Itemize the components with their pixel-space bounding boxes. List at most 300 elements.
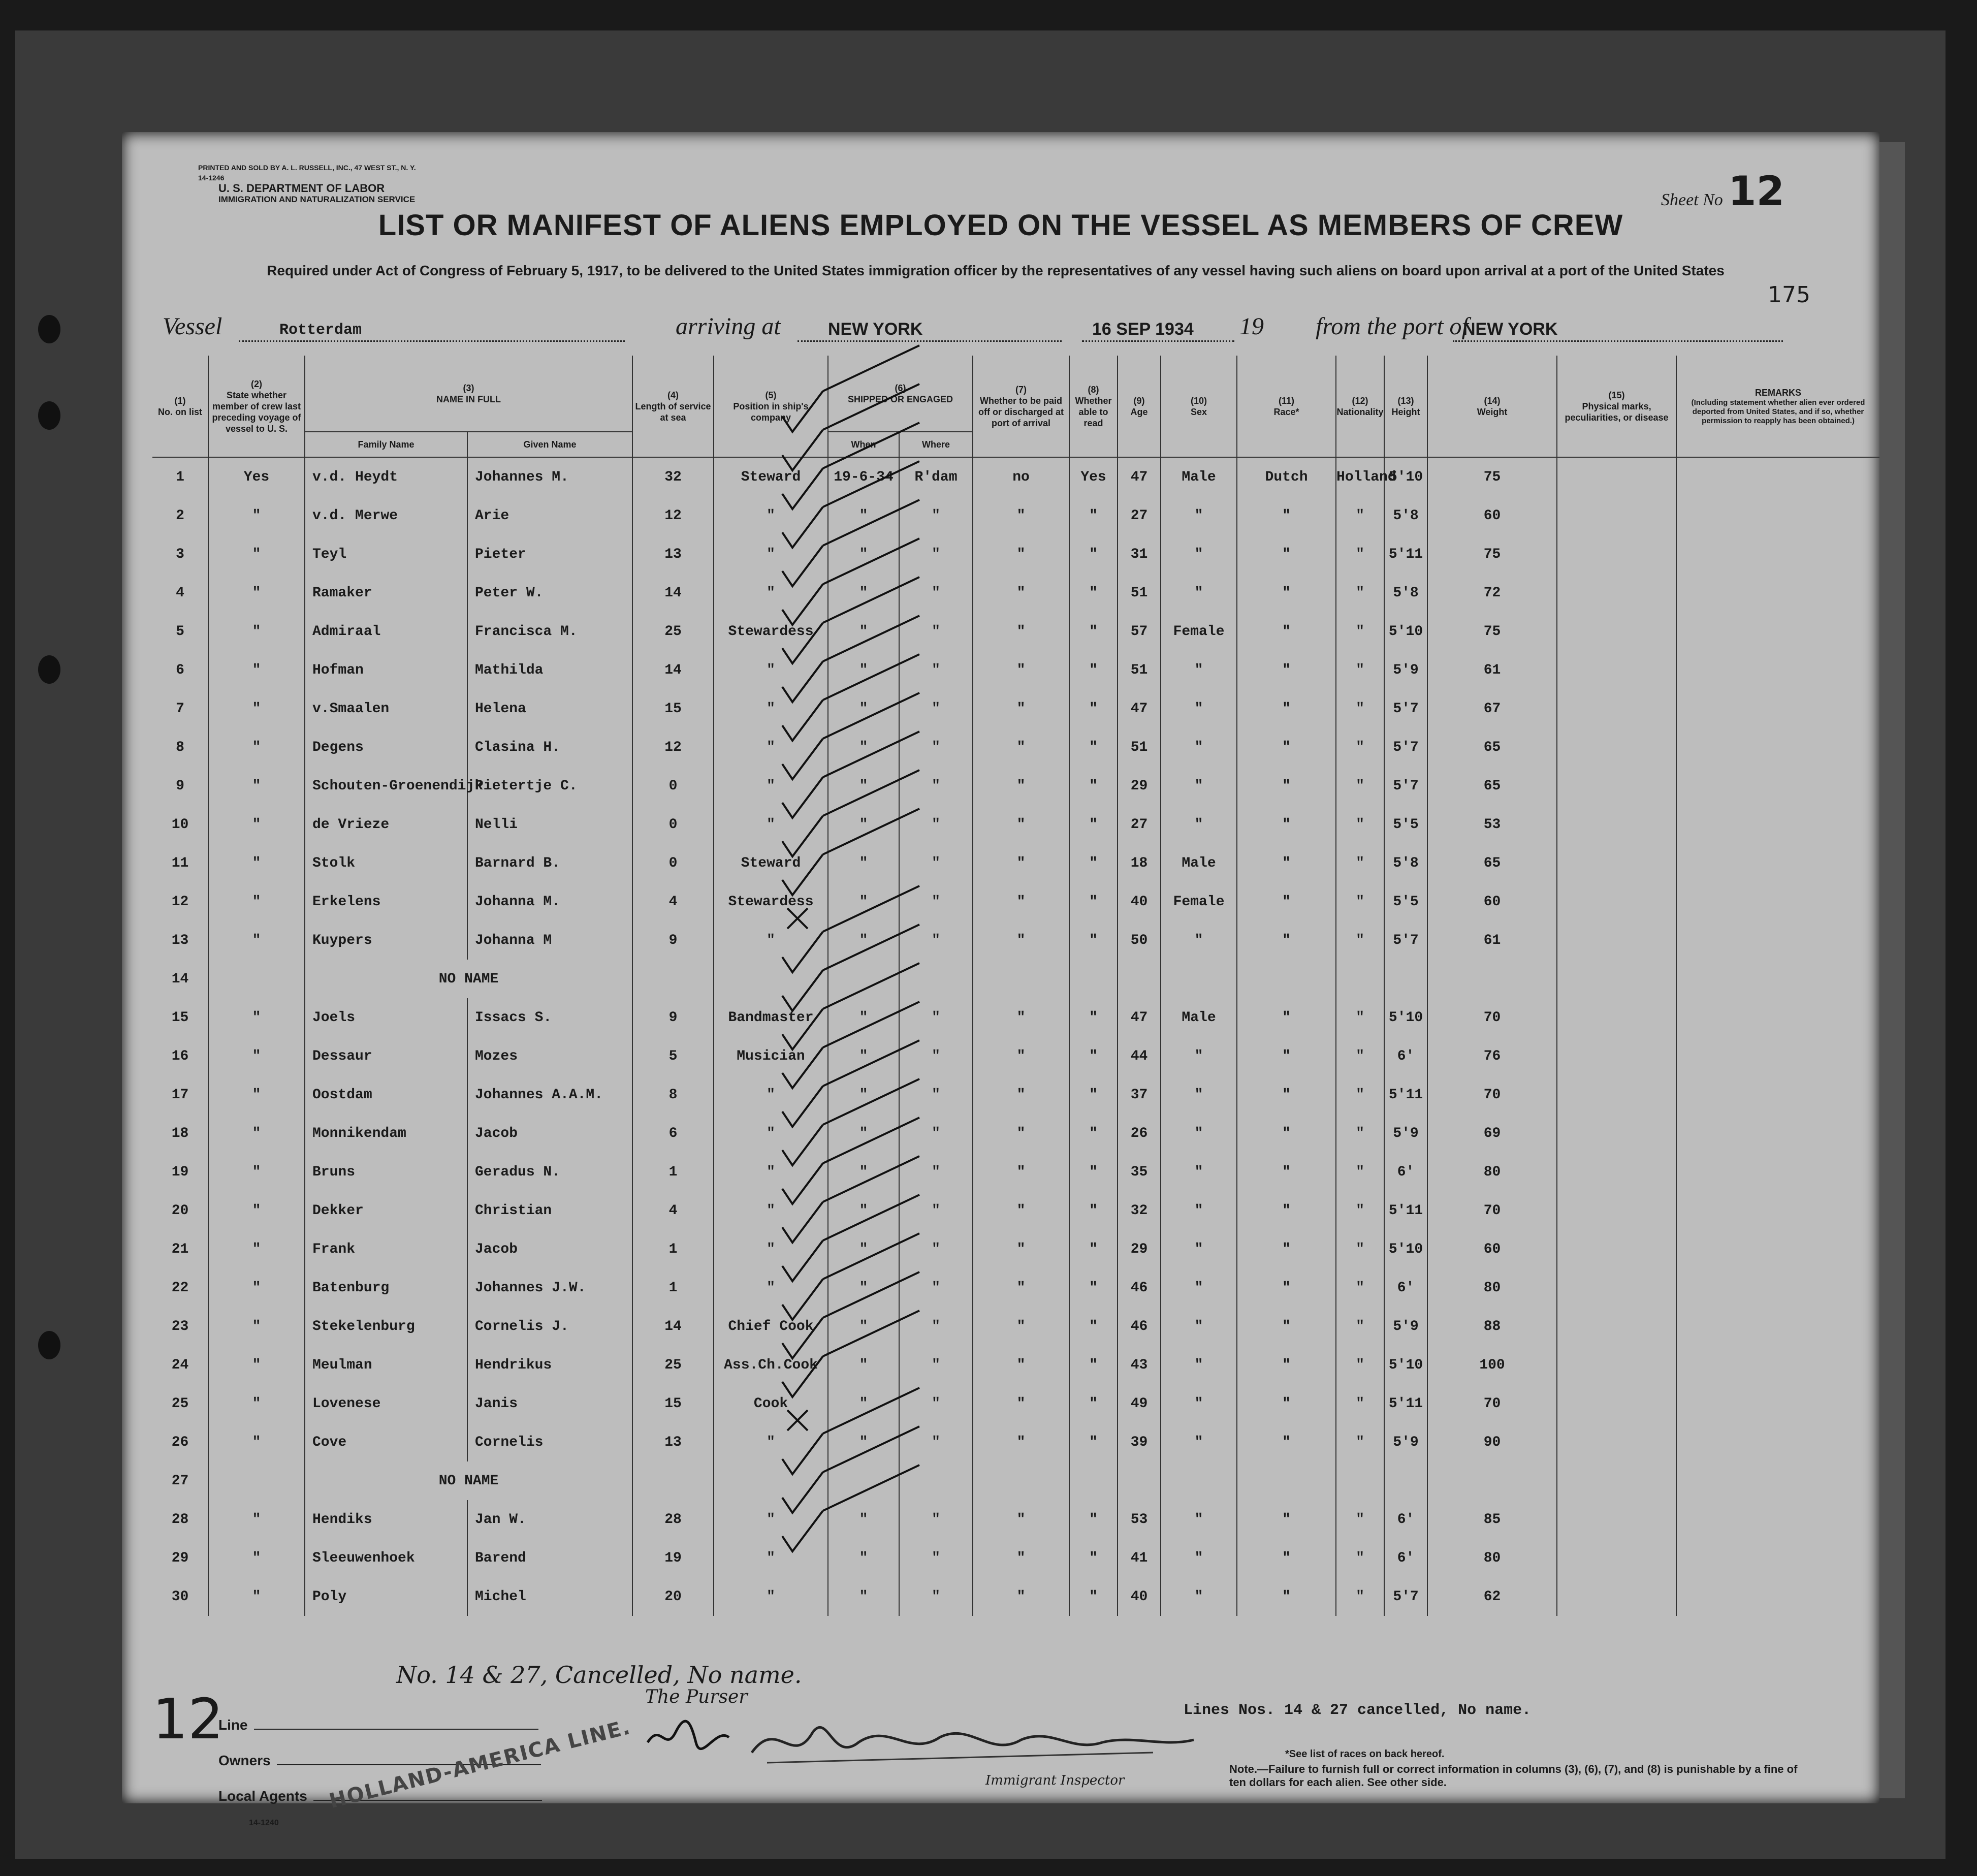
cell-paid: no — [973, 457, 1069, 496]
cell-sex: " — [1161, 921, 1237, 960]
cell-race: " — [1237, 1037, 1336, 1075]
cell-family: Schouten-Groenendijk — [305, 767, 467, 805]
cell-remarks — [1676, 1423, 1879, 1461]
cell-physical — [1557, 457, 1676, 496]
cell-position: Chief Cook — [714, 1307, 828, 1346]
cell-where: " — [899, 1075, 973, 1114]
cell-age: 29 — [1118, 767, 1161, 805]
cell-age: 47 — [1118, 689, 1161, 728]
cell-physical — [1557, 728, 1676, 767]
cell-nat: " — [1336, 882, 1384, 921]
from-port: NEW YORK — [1463, 320, 1558, 339]
cell-read: " — [1069, 1230, 1118, 1268]
checkmark-column — [655, 386, 940, 1687]
cell-paid: " — [973, 921, 1069, 960]
cell-prev: " — [208, 1423, 305, 1461]
check-mark — [782, 770, 919, 856]
cell-service: 4 — [632, 1191, 714, 1230]
cell-age — [1118, 1461, 1161, 1500]
cell-read: " — [1069, 882, 1118, 921]
cell-paid: " — [973, 998, 1069, 1037]
cell-race: " — [1237, 1307, 1336, 1346]
cell-service: 0 — [632, 767, 714, 805]
cell-where: " — [899, 1268, 973, 1307]
table-row — [152, 1153, 1879, 1191]
cell-height: 5'9 — [1384, 651, 1427, 689]
cell-prev: " — [208, 1075, 305, 1114]
cell-position: " — [714, 496, 828, 535]
table-row — [152, 457, 1879, 496]
cell-given: Mathilda — [467, 651, 632, 689]
cell-physical — [1557, 882, 1676, 921]
cell-read: " — [1069, 1539, 1118, 1577]
check-mark — [782, 1156, 919, 1243]
cell-read: " — [1069, 844, 1118, 882]
cell-height: 5'7 — [1384, 1577, 1427, 1616]
check-mark — [787, 1410, 808, 1430]
vessel-dotline — [239, 340, 625, 342]
cell-when: " — [828, 1423, 899, 1461]
table-row — [152, 805, 1879, 844]
cell-no: 14 — [171, 971, 189, 987]
cell-read: " — [1069, 689, 1118, 728]
cell-read: " — [1069, 998, 1118, 1037]
cell-family: de Vrieze — [305, 805, 467, 844]
cell-age: 39 — [1118, 1423, 1161, 1461]
cell-height — [1384, 960, 1427, 998]
col-race: (11) Race* — [1237, 356, 1336, 457]
cell-physical — [1557, 496, 1676, 535]
cell-paid: " — [973, 882, 1069, 921]
cell-position: Steward — [714, 844, 828, 882]
punch-hole — [38, 401, 60, 430]
cell-prev: " — [208, 1307, 305, 1346]
cell-physical — [1557, 844, 1676, 882]
cell-paid: " — [973, 1500, 1069, 1539]
margin-sheet-number: 12 — [152, 1687, 224, 1752]
cell-race — [1237, 960, 1336, 998]
cell-where: " — [899, 689, 973, 728]
cell-no: 12 — [171, 894, 189, 910]
cell-nat: " — [1336, 574, 1384, 612]
cell-weight: 61 — [1427, 651, 1557, 689]
cell-race: Dutch — [1237, 457, 1336, 496]
cell-when: " — [828, 651, 899, 689]
cell-family: NO NAME — [305, 960, 632, 998]
cell-race: " — [1237, 1500, 1336, 1539]
cell-read: " — [1069, 1307, 1118, 1346]
cell-sex — [1161, 1461, 1237, 1500]
cell-prev: " — [208, 1114, 305, 1153]
cell-race: " — [1237, 612, 1336, 651]
cell-age: 41 — [1118, 1539, 1161, 1577]
penalty-note: Note.—Failure to furnish full or correct information in columns (3), (6), (7), and (8) is punishable by a fine of ten dollars for each alien. See other side. — [1229, 1763, 1798, 1789]
cell-weight: 60 — [1427, 496, 1557, 535]
check-mark — [782, 809, 919, 895]
cell-position: " — [714, 921, 828, 960]
check-mark — [782, 1040, 919, 1127]
cell-family: Bruns — [305, 1153, 467, 1191]
table-header — [152, 356, 1879, 457]
cell-race: " — [1237, 921, 1336, 960]
cell-age: 27 — [1118, 496, 1161, 535]
cell-service: 4 — [632, 882, 714, 921]
page-title: LIST OR MANIFEST OF ALIENS EMPLOYED ON THE VESSEL AS MEMBERS OF CREW — [378, 209, 1623, 242]
footer-form-number: 14-1240 — [249, 1819, 279, 1827]
purser-signature — [645, 1712, 731, 1758]
col-read: (8) Whether able to read — [1069, 356, 1118, 457]
cell-when: " — [828, 1577, 899, 1616]
cell-weight: 76 — [1427, 1037, 1557, 1075]
cell-race: " — [1237, 496, 1336, 535]
cell-remarks — [1676, 1114, 1879, 1153]
cell-no: 27 — [171, 1473, 189, 1489]
cell-sex: Female — [1161, 612, 1237, 651]
cell-family: Kuypers — [305, 921, 467, 960]
cell-paid: " — [973, 612, 1069, 651]
cell-paid: " — [973, 1268, 1069, 1307]
cell-where: R'dam — [899, 457, 973, 496]
cell-where: " — [899, 767, 973, 805]
cell-read: " — [1069, 612, 1118, 651]
cell-family: Dekker — [305, 1191, 467, 1230]
vessel-label: Vessel — [163, 313, 222, 340]
form-number: 14-1246 — [198, 174, 225, 182]
cell-family: v.d. Heydt — [305, 457, 467, 496]
cell-height: 5'10 — [1384, 612, 1427, 651]
cell-physical — [1557, 1577, 1676, 1616]
cell-position: " — [714, 767, 828, 805]
cell-nat: " — [1336, 1114, 1384, 1153]
cell-when: " — [828, 805, 899, 844]
cell-given: Michel — [467, 1577, 632, 1616]
table-row — [152, 1384, 1879, 1423]
check-mark — [782, 538, 919, 625]
cell-race: " — [1237, 1384, 1336, 1423]
agents-field: Local Agents — [218, 1788, 542, 1804]
cell-service: 14 — [632, 651, 714, 689]
cell-position: " — [714, 535, 828, 574]
table-row — [152, 1346, 1879, 1384]
cell-no: 13 — [171, 932, 189, 948]
cell-family: Stolk — [305, 844, 467, 882]
cell-race: " — [1237, 1346, 1336, 1384]
cell-family: Dessaur — [305, 1037, 467, 1075]
cell-sex: " — [1161, 1423, 1237, 1461]
page-subtitle: Required under Act of Congress of February 5, 1917, to be delivered to the United States immigration officer by the representatives of any vessel having such aliens on board upon arrival at a port of the United States — [267, 263, 1725, 278]
cell-sex: Male — [1161, 457, 1237, 496]
cell-prev — [208, 1461, 305, 1500]
cell-race: " — [1237, 998, 1336, 1037]
table-row — [152, 689, 1879, 728]
table-row — [152, 1539, 1879, 1577]
table-row — [152, 1577, 1879, 1616]
margin-number: 175 — [1768, 282, 1810, 308]
cell-paid: " — [973, 574, 1069, 612]
cell-weight: 62 — [1427, 1577, 1557, 1616]
check-mark — [782, 384, 919, 470]
cell-sex: " — [1161, 1114, 1237, 1153]
cell-prev: " — [208, 1153, 305, 1191]
cell-nat: " — [1336, 1384, 1384, 1423]
cell-when: " — [828, 728, 899, 767]
cell-remarks — [1676, 496, 1879, 535]
cell-remarks — [1676, 921, 1879, 960]
cell-position: " — [714, 1114, 828, 1153]
cell-prev: " — [208, 1346, 305, 1384]
cell-position: Stewardess — [714, 882, 828, 921]
cell-family: Joels — [305, 998, 467, 1037]
cell-prev: " — [208, 535, 305, 574]
cell-read — [1069, 960, 1118, 998]
cell-read: " — [1069, 767, 1118, 805]
cell-service: 0 — [632, 844, 714, 882]
cell-sex: " — [1161, 496, 1237, 535]
cell-read: " — [1069, 805, 1118, 844]
cell-where: " — [899, 1346, 973, 1384]
cell-nat: " — [1336, 1268, 1384, 1307]
from-dotline — [1453, 340, 1783, 342]
cell-given: Francisca M. — [467, 612, 632, 651]
cell-family: Poly — [305, 1577, 467, 1616]
year-label: 19 — [1239, 313, 1264, 340]
arrival-date: 16 SEP 1934 — [1092, 320, 1194, 339]
cell-race: " — [1237, 767, 1336, 805]
cell-race: " — [1237, 651, 1336, 689]
cell-sex: " — [1161, 805, 1237, 844]
cell-where: " — [899, 805, 973, 844]
cell-given: Jacob — [467, 1230, 632, 1268]
cell-service: 19 — [632, 1539, 714, 1577]
department — [218, 183, 415, 205]
cell-no: 29 — [171, 1550, 189, 1566]
cell-position: " — [714, 1577, 828, 1616]
cell-where: " — [899, 1423, 973, 1461]
cell-paid: " — [973, 1191, 1069, 1230]
cell-no: 21 — [171, 1241, 189, 1257]
printer-text: PRINTED AND SOLD BY A. L. RUSSELL, INC., 47 WEST ST., N. Y. — [198, 164, 416, 172]
cell-given: Johanna M. — [467, 882, 632, 921]
cell-weight: 69 — [1427, 1114, 1557, 1153]
cell-height: 5'9 — [1384, 1114, 1427, 1153]
cell-nat: Holland — [1336, 457, 1384, 496]
cell-position: " — [714, 1500, 828, 1539]
cell-when: " — [828, 1539, 899, 1577]
cell-race — [1237, 1461, 1336, 1500]
cell-given: Barend — [467, 1539, 632, 1577]
cell-where: " — [899, 574, 973, 612]
arriving-label: arriving at — [676, 313, 781, 340]
cell-read: " — [1069, 1037, 1118, 1075]
cell-remarks — [1676, 574, 1879, 612]
printer-line — [198, 163, 416, 183]
cell-paid: " — [973, 1539, 1069, 1577]
cell-position: Steward — [714, 457, 828, 496]
check-mark — [782, 732, 919, 818]
cell-service: 0 — [632, 805, 714, 844]
cell-paid: " — [973, 844, 1069, 882]
cell-no: 23 — [171, 1318, 189, 1334]
cell-paid: " — [973, 767, 1069, 805]
cell-prev: " — [208, 1037, 305, 1075]
cell-physical — [1557, 1384, 1676, 1423]
cell-given: Peter W. — [467, 574, 632, 612]
cell-given: Arie — [467, 496, 632, 535]
cell-age: 27 — [1118, 805, 1161, 844]
cell-position: Cook — [714, 1384, 828, 1423]
cell-sex: " — [1161, 1346, 1237, 1384]
cell-service: 25 — [632, 1346, 714, 1384]
cell-nat: " — [1336, 496, 1384, 535]
cell-no: 8 — [176, 739, 184, 755]
cell-remarks — [1676, 1500, 1879, 1539]
cell-remarks — [1676, 1307, 1879, 1346]
cell-when: " — [828, 1346, 899, 1384]
col-family-name: Family Name — [305, 432, 467, 457]
table-row — [152, 882, 1879, 921]
cell-position: " — [714, 1230, 828, 1268]
cell-race: " — [1237, 1539, 1336, 1577]
cell-age: 29 — [1118, 1230, 1161, 1268]
cell-service: 9 — [632, 921, 714, 960]
cell-height: 5'9 — [1384, 1423, 1427, 1461]
cell-paid: " — [973, 535, 1069, 574]
col-physical: (15) Physical marks, peculiarities, or disease — [1557, 356, 1676, 457]
cell-when: " — [828, 1230, 899, 1268]
cell-when: " — [828, 1307, 899, 1346]
cell-family: Monnikendam — [305, 1114, 467, 1153]
cell-weight: 80 — [1427, 1268, 1557, 1307]
cell-age: 32 — [1118, 1191, 1161, 1230]
cell-paid: " — [973, 1307, 1069, 1346]
cell-remarks — [1676, 457, 1879, 496]
cell-position: Musician — [714, 1037, 828, 1075]
cell-physical — [1557, 651, 1676, 689]
cell-read: " — [1069, 1153, 1118, 1191]
cell-sex: " — [1161, 1268, 1237, 1307]
cell-nat: " — [1336, 612, 1384, 651]
cell-paid: " — [973, 1423, 1069, 1461]
cell-paid: " — [973, 1384, 1069, 1423]
col-paid-off: (7) Whether to be paid off or discharged at port of arrival — [973, 356, 1069, 457]
cell-paid: " — [973, 689, 1069, 728]
cell-remarks — [1676, 1461, 1879, 1500]
manifest-sheet — [122, 132, 1879, 1827]
cell-height: 5'5 — [1384, 805, 1427, 844]
cell-given: Johannes J.W. — [467, 1268, 632, 1307]
cell-prev: " — [208, 998, 305, 1037]
cell-nat: " — [1336, 1191, 1384, 1230]
cell-family: Degens — [305, 728, 467, 767]
cell-physical — [1557, 1346, 1676, 1384]
cell-when: " — [828, 1114, 899, 1153]
table-row — [152, 998, 1879, 1037]
cell-weight: 67 — [1427, 689, 1557, 728]
cell-given: Johannes M. — [467, 457, 632, 496]
check-mark — [782, 925, 919, 1011]
cell-age: 50 — [1118, 921, 1161, 960]
col-height: (13) Height — [1384, 356, 1427, 457]
cell-where: " — [899, 882, 973, 921]
cell-prev: " — [208, 844, 305, 882]
check-mark — [782, 1426, 919, 1513]
cell-weight: 75 — [1427, 457, 1557, 496]
cell-position: " — [714, 1075, 828, 1114]
cell-height: 5'5 — [1384, 882, 1427, 921]
col-sex: (10) Sex — [1161, 356, 1237, 457]
cell-weight: 70 — [1427, 1384, 1557, 1423]
check-mark — [782, 1079, 919, 1165]
cell-position: " — [714, 651, 828, 689]
cell-family: Hendiks — [305, 1500, 467, 1539]
cell-service: 5 — [632, 1037, 714, 1075]
cell-nat: " — [1336, 1075, 1384, 1114]
cell-when: " — [828, 921, 899, 960]
cell-when: " — [828, 844, 899, 882]
cell-paid — [973, 1461, 1069, 1500]
cell-physical — [1557, 1307, 1676, 1346]
cell-physical — [1557, 574, 1676, 612]
cell-read: " — [1069, 1423, 1118, 1461]
cell-remarks — [1676, 1539, 1879, 1577]
cell-race: " — [1237, 844, 1336, 882]
cell-weight: 70 — [1427, 998, 1557, 1037]
cell-nat: " — [1336, 921, 1384, 960]
cell-weight: 72 — [1427, 574, 1557, 612]
cell-paid — [973, 960, 1069, 998]
cell-age: 51 — [1118, 728, 1161, 767]
check-mark — [782, 1311, 919, 1397]
cell-race: " — [1237, 1423, 1336, 1461]
inspector-signature — [747, 1712, 1204, 1773]
table-row — [152, 1461, 1879, 1500]
cell-age: 51 — [1118, 574, 1161, 612]
cell-prev: " — [208, 689, 305, 728]
cell-sex: " — [1161, 574, 1237, 612]
col-where: Where — [899, 432, 973, 457]
check-mark — [782, 500, 919, 586]
cell-nat — [1336, 1461, 1384, 1500]
cell-sex: Male — [1161, 998, 1237, 1037]
cell-where: " — [899, 1153, 973, 1191]
cell-remarks — [1676, 1577, 1879, 1616]
cell-weight: 100 — [1427, 1346, 1557, 1384]
cell-no: 2 — [176, 507, 184, 524]
cell-nat: " — [1336, 728, 1384, 767]
cell-race: " — [1237, 574, 1336, 612]
cell-when: " — [828, 1191, 899, 1230]
cell-remarks — [1676, 1384, 1879, 1423]
cell-read: " — [1069, 651, 1118, 689]
cell-service: 14 — [632, 574, 714, 612]
cell-physical — [1557, 1037, 1676, 1075]
cell-family: Frank — [305, 1230, 467, 1268]
cell-read: " — [1069, 535, 1118, 574]
table-row — [152, 728, 1879, 767]
cell-where: " — [899, 1307, 973, 1346]
check-mark — [782, 423, 919, 509]
cell-age: 35 — [1118, 1153, 1161, 1191]
cell-given: Nelli — [467, 805, 632, 844]
cell-given: Mozes — [467, 1037, 632, 1075]
cell-height: 6' — [1384, 1037, 1427, 1075]
crew-table — [152, 356, 1879, 1616]
cell-physical — [1557, 1423, 1676, 1461]
cell-no: 11 — [171, 855, 189, 871]
cell-remarks — [1676, 882, 1879, 921]
table-row — [152, 1307, 1879, 1346]
cell-weight: 75 — [1427, 535, 1557, 574]
